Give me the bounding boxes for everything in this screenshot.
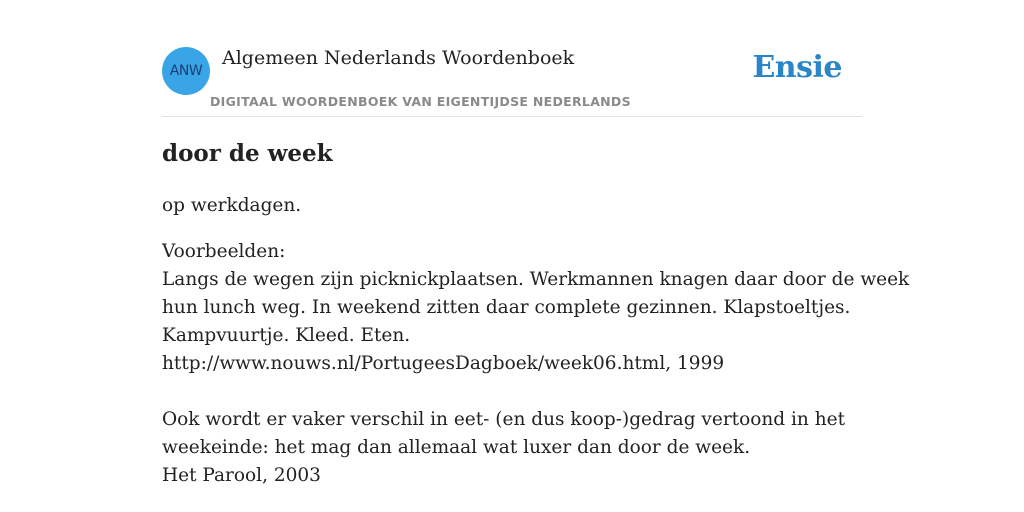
dictionary-title[interactable]: Algemeen Nederlands Woordenboek	[222, 47, 575, 69]
anw-logo[interactable]: ANW	[162, 47, 210, 95]
entry-content	[162, 138, 910, 490]
examples-label: Voorbeelden:	[162, 241, 286, 262]
example-text-line: Langs de wegen zijn picknickplaatsen. Werkmannen knagen daar door de week	[162, 269, 910, 290]
entry-headword: door de week	[162, 140, 333, 167]
example-1	[162, 266, 910, 378]
example-text-line: hun lunch weg. In weekend zitten daar complete gezinnen. Klapstoeltjes.	[162, 297, 851, 318]
example-source: http://www.nouws.nl/PortugeesDagboek/week06.html, 1999	[162, 353, 725, 374]
example-text-line: weekeinde: het mag dan allemaal wat luxer dan door de week.	[162, 437, 751, 458]
example-text-line: Ook wordt er vaker verschil in eet- (en dus koop-)gedrag vertoond in het	[162, 409, 846, 430]
entry-definition: op werkdagen.	[162, 195, 302, 216]
example-source: Het Parool, 2003	[162, 465, 321, 486]
site-header	[162, 44, 862, 117]
dictionary-subtitle: DIGITAAL WOORDENBOEK VAN EIGENTIJDSE NEDERLANDS	[210, 94, 631, 109]
example-text-line: Kampvuurtje. Kleed. Eten.	[162, 325, 411, 346]
example-spacer	[162, 378, 862, 406]
examples-section	[162, 238, 910, 490]
ensie-brand-logo[interactable]: Ensie	[752, 50, 842, 85]
example-2	[162, 406, 862, 490]
